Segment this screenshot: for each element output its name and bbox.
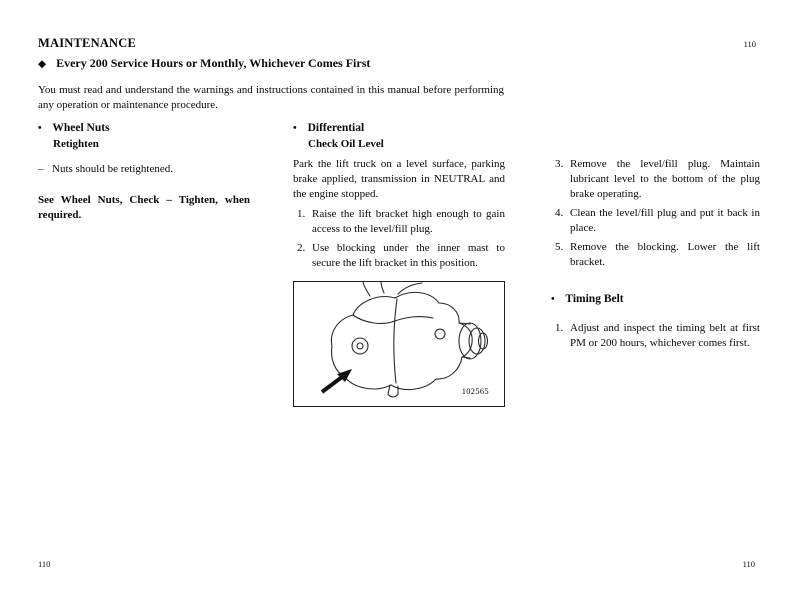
step-number: 2. bbox=[297, 242, 306, 254]
differential-title: Differential bbox=[307, 122, 365, 134]
step-number: 1. bbox=[297, 208, 306, 220]
step-text: Use blocking under the inner mast to secure the lift bracket in this position. bbox=[312, 242, 505, 269]
step-item bbox=[555, 321, 760, 351]
bullet-icon: • bbox=[38, 123, 42, 134]
differential-heading bbox=[293, 121, 505, 136]
timing-belt-steps bbox=[551, 321, 760, 351]
step-item bbox=[555, 206, 760, 236]
wheel-nuts-section bbox=[38, 121, 250, 223]
step-number: 5. bbox=[555, 241, 564, 253]
footer-page-number-left: 110 bbox=[38, 559, 51, 569]
differential-subtitle: Check Oil Level bbox=[308, 138, 384, 150]
step-number: 3. bbox=[555, 158, 564, 170]
step-text: Clean the level/fill plug and put it back in place. bbox=[570, 207, 760, 234]
step-item bbox=[555, 157, 760, 202]
timing-belt-heading bbox=[551, 292, 760, 307]
step-item bbox=[555, 240, 760, 270]
diamond-icon: ◆ bbox=[38, 59, 47, 70]
differential-steps-3-5 bbox=[551, 157, 760, 270]
page-header bbox=[38, 36, 756, 52]
wheel-nuts-note-text: Nuts should be retightened. bbox=[52, 163, 173, 175]
wheel-nuts-heading bbox=[38, 121, 250, 136]
bullet-icon: • bbox=[293, 123, 297, 134]
step-number: 4. bbox=[555, 207, 564, 219]
step-number: 1. bbox=[555, 322, 564, 334]
see-reference-note: See Wheel Nuts, Check – Tighten, when required. bbox=[38, 194, 250, 221]
step-item bbox=[297, 207, 505, 237]
section-title: Every 200 Service Hours or Monthly, Whichever Comes First bbox=[56, 56, 371, 70]
differential-section bbox=[293, 121, 505, 407]
header-page-number: 110 bbox=[743, 39, 756, 49]
wheel-nuts-subtitle: Retighten bbox=[53, 138, 99, 150]
header-title: MAINTENANCE bbox=[38, 36, 137, 50]
footer-page-number-right: 110 bbox=[742, 559, 755, 569]
intro-paragraph: You must read and understand the warnings and instructions contained in this manual before performing any operation or maintenance procedure. bbox=[38, 84, 504, 111]
wheel-nuts-note bbox=[38, 162, 250, 177]
step-text: Remove the level/fill plug. Maintain lubricant level to the bottom of the plug brake operating. bbox=[570, 158, 760, 200]
timing-belt-title: Timing Belt bbox=[565, 293, 624, 305]
step-text: Adjust and inspect the timing belt at first PM or 200 hours, whichever comes first. bbox=[570, 322, 760, 349]
differential-paragraph: Park the lift truck on a level surface, parking brake applied, transmission in NEUTRAL and the engine stopped. bbox=[293, 158, 505, 200]
bullet-icon: • bbox=[551, 294, 555, 305]
section-heading bbox=[38, 56, 370, 72]
step-item bbox=[297, 241, 505, 271]
step-text: Remove the blocking. Lower the lift bracket. bbox=[570, 241, 760, 268]
figure-caption: 102565 bbox=[461, 386, 489, 396]
step-text: Raise the lift bracket high enough to gain access to the level/fill plug. bbox=[312, 208, 505, 235]
wheel-nuts-title: Wheel Nuts bbox=[52, 122, 110, 134]
dash-icon: – bbox=[38, 163, 44, 175]
differential-figure bbox=[293, 281, 505, 407]
differential-steps-continued bbox=[551, 157, 760, 351]
differential-steps bbox=[293, 207, 505, 271]
